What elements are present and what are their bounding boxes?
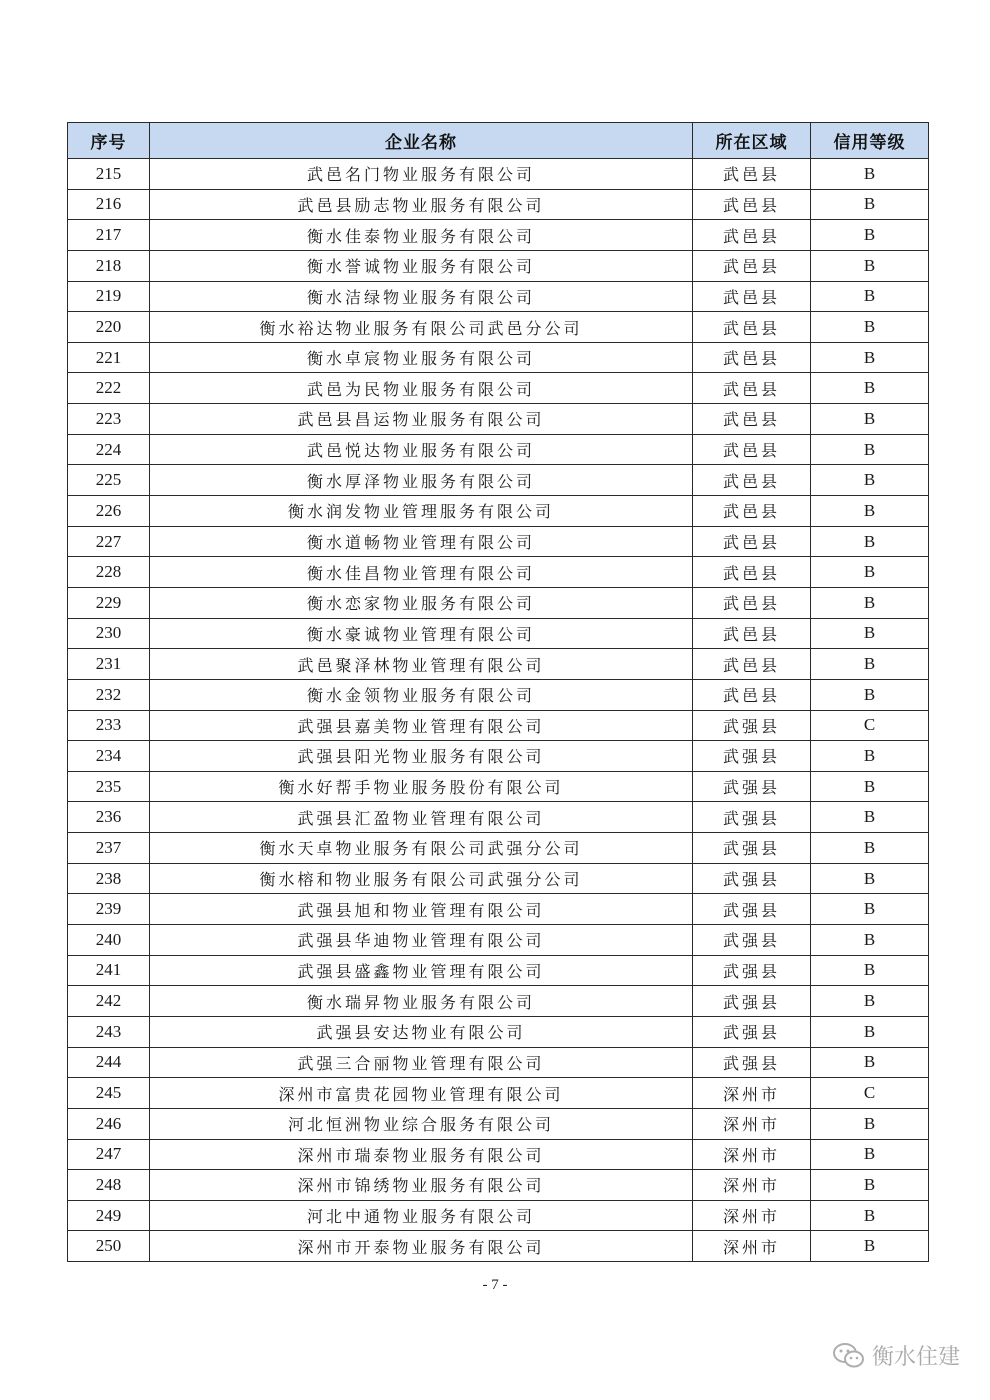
header-row: [68, 123, 929, 159]
credit-grade: B: [811, 496, 929, 527]
wechat-icon: [832, 1342, 866, 1370]
table-row: [68, 281, 929, 312]
company-name: 武邑县励志物业服务有限公司: [150, 189, 693, 220]
table-row: [68, 434, 929, 465]
table-row: [68, 220, 929, 251]
header-company-name: 企业名称: [150, 123, 693, 159]
credit-grade: B: [811, 189, 929, 220]
row-number: 239: [68, 894, 150, 925]
table-row: [68, 618, 929, 649]
credit-grade: B: [811, 281, 929, 312]
row-number: 234: [68, 741, 150, 772]
company-name: 武邑聚泽林物业管理有限公司: [150, 649, 693, 680]
region: 武邑县: [693, 496, 811, 527]
row-number: 232: [68, 679, 150, 710]
row-number: 219: [68, 281, 150, 312]
table-row: [68, 649, 929, 680]
table-row: [68, 496, 929, 527]
credit-grade: B: [811, 373, 929, 404]
row-number: 243: [68, 1016, 150, 1047]
table-row: [68, 955, 929, 986]
row-number: 218: [68, 250, 150, 281]
credit-rating-table: [67, 122, 929, 1262]
table-row: [68, 863, 929, 894]
credit-grade: C: [811, 1078, 929, 1109]
row-number: 226: [68, 496, 150, 527]
table-row: [68, 833, 929, 864]
row-number: 217: [68, 220, 150, 251]
company-name: 武强县旭和物业管理有限公司: [150, 894, 693, 925]
credit-grade: B: [811, 802, 929, 833]
company-name: 衡水道畅物业管理有限公司: [150, 526, 693, 557]
watermark: [832, 1340, 960, 1371]
credit-grade: B: [811, 312, 929, 343]
region: 深州市: [693, 1108, 811, 1139]
company-name: 武强三合丽物业管理有限公司: [150, 1047, 693, 1078]
row-number: 230: [68, 618, 150, 649]
row-number: 224: [68, 434, 150, 465]
table-row: [68, 741, 929, 772]
region: 武邑县: [693, 679, 811, 710]
region: 深州市: [693, 1139, 811, 1170]
region: 武邑县: [693, 404, 811, 435]
region: 武强县: [693, 925, 811, 956]
credit-grade: B: [811, 833, 929, 864]
credit-grade: B: [811, 679, 929, 710]
credit-grade: B: [811, 342, 929, 373]
region: 深州市: [693, 1231, 811, 1262]
company-name: 武邑悦达物业服务有限公司: [150, 434, 693, 465]
credit-grade: B: [811, 465, 929, 496]
company-name: 衡水榕和物业服务有限公司武强分公司: [150, 863, 693, 894]
row-number: 229: [68, 587, 150, 618]
credit-grade: B: [811, 649, 929, 680]
row-number: 244: [68, 1047, 150, 1078]
company-name: 深州市瑞泰物业服务有限公司: [150, 1139, 693, 1170]
credit-grade: B: [811, 894, 929, 925]
table-row: [68, 894, 929, 925]
company-name: 衡水佳泰物业服务有限公司: [150, 220, 693, 251]
region: 武邑县: [693, 587, 811, 618]
company-name: 衡水瑞昇物业服务有限公司: [150, 986, 693, 1017]
table-row: [68, 679, 929, 710]
table-row: [68, 771, 929, 802]
credit-grade: B: [811, 1047, 929, 1078]
company-name: 衡水洁绿物业服务有限公司: [150, 281, 693, 312]
table-row: [68, 1170, 929, 1201]
region: 武邑县: [693, 465, 811, 496]
table-row: [68, 1016, 929, 1047]
row-number: 237: [68, 833, 150, 864]
row-number: 240: [68, 925, 150, 956]
company-name: 武邑为民物业服务有限公司: [150, 373, 693, 404]
company-name: 衡水裕达物业服务有限公司武邑分公司: [150, 312, 693, 343]
row-number: 233: [68, 710, 150, 741]
row-number: 249: [68, 1200, 150, 1231]
credit-grade: B: [811, 220, 929, 251]
table-row: [68, 925, 929, 956]
credit-grade: B: [811, 925, 929, 956]
row-number: 215: [68, 159, 150, 190]
header-number: 序号: [68, 123, 150, 159]
region: 武强县: [693, 1016, 811, 1047]
table-header: [68, 123, 929, 159]
region: 武邑县: [693, 557, 811, 588]
company-name: 衡水佳昌物业管理有限公司: [150, 557, 693, 588]
table-row: [68, 710, 929, 741]
row-number: 242: [68, 986, 150, 1017]
company-name: 武强县盛鑫物业管理有限公司: [150, 955, 693, 986]
row-number: 238: [68, 863, 150, 894]
region: 武强县: [693, 1047, 811, 1078]
region: 武强县: [693, 771, 811, 802]
table-row: [68, 465, 929, 496]
table-row: [68, 557, 929, 588]
credit-grade: B: [811, 863, 929, 894]
row-number: 235: [68, 771, 150, 802]
company-name: 衡水卓宸物业服务有限公司: [150, 342, 693, 373]
table-row: [68, 1047, 929, 1078]
credit-grade: B: [811, 771, 929, 802]
region: 武强县: [693, 802, 811, 833]
table-row: [68, 159, 929, 190]
credit-grade: B: [811, 1139, 929, 1170]
credit-grade: B: [811, 1016, 929, 1047]
row-number: 231: [68, 649, 150, 680]
region: 武强县: [693, 986, 811, 1017]
row-number: 225: [68, 465, 150, 496]
region: 武邑县: [693, 159, 811, 190]
row-number: 228: [68, 557, 150, 588]
region: 深州市: [693, 1170, 811, 1201]
region: 武邑县: [693, 618, 811, 649]
company-name: 深州市开泰物业服务有限公司: [150, 1231, 693, 1262]
row-number: 246: [68, 1108, 150, 1139]
company-name: 河北恒洲物业综合服务有限公司: [150, 1108, 693, 1139]
region: 武邑县: [693, 189, 811, 220]
company-name: 武邑名门物业服务有限公司: [150, 159, 693, 190]
region: 武强县: [693, 894, 811, 925]
region: 武强县: [693, 955, 811, 986]
credit-grade: B: [811, 1231, 929, 1262]
company-name: 衡水豪诚物业管理有限公司: [150, 618, 693, 649]
table-row: [68, 312, 929, 343]
table-row: [68, 526, 929, 557]
credit-grade: B: [811, 1170, 929, 1201]
table-row: [68, 1231, 929, 1262]
region: 武邑县: [693, 434, 811, 465]
region: 武强县: [693, 833, 811, 864]
company-name: 深州市锦绣物业服务有限公司: [150, 1170, 693, 1201]
credit-grade: B: [811, 404, 929, 435]
company-name: 武邑县昌运物业服务有限公司: [150, 404, 693, 435]
table-row: [68, 1078, 929, 1109]
credit-grade: C: [811, 710, 929, 741]
table-row: [68, 373, 929, 404]
company-name: 武强县安达物业有限公司: [150, 1016, 693, 1047]
header-credit-grade: 信用等级: [811, 123, 929, 159]
table-row: [68, 1200, 929, 1231]
company-name: 衡水润发物业管理服务有限公司: [150, 496, 693, 527]
table-row: [68, 250, 929, 281]
credit-grade: B: [811, 159, 929, 190]
company-name: 衡水誉诚物业服务有限公司: [150, 250, 693, 281]
region: 武邑县: [693, 281, 811, 312]
region: 武邑县: [693, 649, 811, 680]
table-row: [68, 404, 929, 435]
page-number: - 7 -: [482, 1277, 508, 1293]
row-number: 221: [68, 342, 150, 373]
company-name: 武强县阳光物业服务有限公司: [150, 741, 693, 772]
row-number: 222: [68, 373, 150, 404]
row-number: 220: [68, 312, 150, 343]
credit-grade: B: [811, 250, 929, 281]
row-number: 248: [68, 1170, 150, 1201]
row-number: 250: [68, 1231, 150, 1262]
row-number: 227: [68, 526, 150, 557]
table-row: [68, 1139, 929, 1170]
company-name: 深州市富贵花园物业管理有限公司: [150, 1078, 693, 1109]
credit-grade: B: [811, 1108, 929, 1139]
company-name: 武强县华迪物业管理有限公司: [150, 925, 693, 956]
table-row: [68, 342, 929, 373]
company-name: 衡水厚泽物业服务有限公司: [150, 465, 693, 496]
header-region: 所在区域: [693, 123, 811, 159]
region: 武邑县: [693, 342, 811, 373]
company-name: 武强县嘉美物业管理有限公司: [150, 710, 693, 741]
region: 武邑县: [693, 312, 811, 343]
table-row: [68, 802, 929, 833]
company-name: 衡水恋家物业服务有限公司: [150, 587, 693, 618]
credit-grade: B: [811, 557, 929, 588]
credit-grade: B: [811, 587, 929, 618]
region: 武邑县: [693, 526, 811, 557]
row-number: 223: [68, 404, 150, 435]
region: 武强县: [693, 710, 811, 741]
row-number: 247: [68, 1139, 150, 1170]
table-row: [68, 189, 929, 220]
region: 武强县: [693, 863, 811, 894]
watermark-text: 衡水住建: [871, 1345, 960, 1370]
credit-grade: B: [811, 618, 929, 649]
credit-grade: B: [811, 955, 929, 986]
company-name: 河北中通物业服务有限公司: [150, 1200, 693, 1231]
row-number: 241: [68, 955, 150, 986]
company-name: 衡水天卓物业服务有限公司武强分公司: [150, 833, 693, 864]
region: 武邑县: [693, 373, 811, 404]
credit-grade: B: [811, 526, 929, 557]
region: 武邑县: [693, 220, 811, 251]
region: 武邑县: [693, 250, 811, 281]
credit-grade: B: [811, 986, 929, 1017]
credit-grade: B: [811, 434, 929, 465]
company-name: 武强县汇盈物业管理有限公司: [150, 802, 693, 833]
company-name: 衡水好帮手物业服务股份有限公司: [150, 771, 693, 802]
table-row: [68, 587, 929, 618]
region: 深州市: [693, 1200, 811, 1231]
table-body: [68, 159, 929, 1262]
table-row: [68, 1108, 929, 1139]
credit-grade: B: [811, 741, 929, 772]
table-row: [68, 986, 929, 1017]
row-number: 245: [68, 1078, 150, 1109]
region: 武强县: [693, 741, 811, 772]
row-number: 236: [68, 802, 150, 833]
row-number: 216: [68, 189, 150, 220]
region: 深州市: [693, 1078, 811, 1109]
credit-grade: B: [811, 1200, 929, 1231]
company-name: 衡水金领物业服务有限公司: [150, 679, 693, 710]
